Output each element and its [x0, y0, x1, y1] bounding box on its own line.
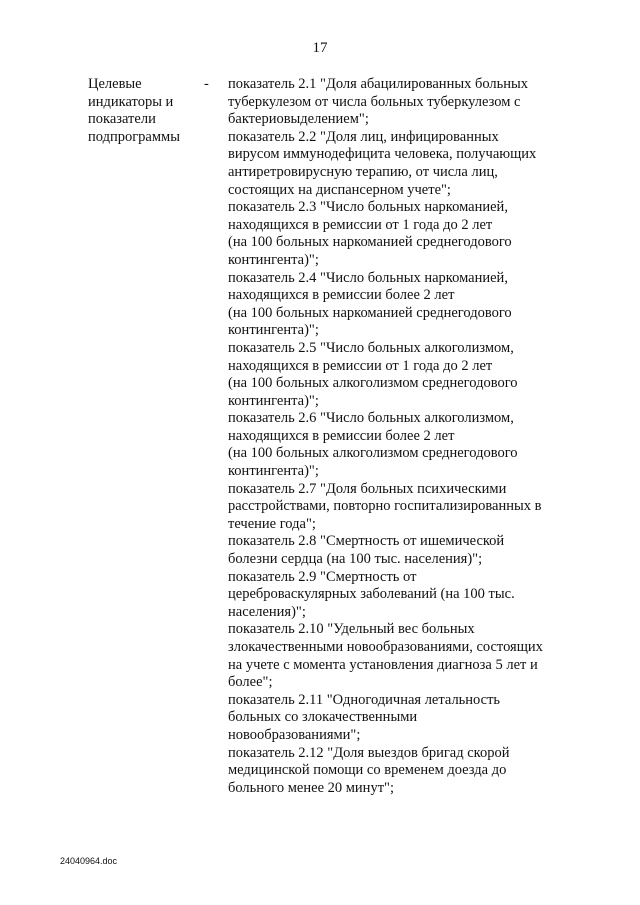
indicator-line: показатель 2.9 "Смертность от: [228, 568, 417, 585]
indicator-line: (на 100 больных наркоманией среднегодового: [228, 304, 512, 321]
indicator-item: [228, 533, 568, 568]
indicator-line: показатель 2.10 "Удельный вес больных: [228, 621, 475, 638]
indicator-line: показатель 2.3 "Число больных наркоманией,: [228, 199, 508, 216]
indicator-item: [228, 481, 568, 534]
indicator-line: показатель 2.7 "Доля больных психическими: [228, 480, 507, 497]
indicator-line: (на 100 больных алкоголизмом среднегодового: [228, 375, 518, 392]
section-label-line: Целевые: [88, 76, 142, 92]
indicator-line: расстройствами, повторно госпитализированных в: [228, 498, 542, 515]
indicator-line: контингента)";: [228, 463, 319, 480]
indicator-item: [228, 410, 568, 480]
indicator-line: больных со злокачественными: [228, 709, 418, 726]
indicator-line: новообразованиями";: [228, 726, 361, 743]
indicator-line: находящихся в ремиссии от 1 года до 2 лет: [228, 357, 493, 374]
indicator-list: [228, 76, 568, 797]
indicator-line: показатель 2.4 "Число больных наркоманией,: [228, 269, 508, 286]
indicator-item: [228, 692, 568, 745]
indicator-line: показатель 2.1 "Доля абацилированных больных: [228, 76, 528, 92]
indicator-item: [228, 76, 568, 129]
section-label-line: подпрограммы: [88, 128, 180, 145]
indicator-line: контингента)";: [228, 392, 319, 409]
indicator-line: показатель 2.5 "Число больных алкоголизмом,: [228, 339, 514, 356]
indicator-line: находящихся в ремиссии более 2 лет: [228, 287, 455, 304]
indicator-line: (на 100 больных наркоманией среднегодового: [228, 234, 512, 251]
indicator-line: показатель 2.12 "Доля выездов бригад скорой: [228, 744, 510, 761]
indicator-line: показатель 2.11 "Одногодичная летальность: [228, 691, 501, 708]
indicator-line: находящихся в ремиссии от 1 года до 2 лет: [228, 216, 493, 233]
indicator-line: (на 100 больных алкоголизмом среднегодового: [228, 445, 518, 462]
indicator-line: населения)";: [228, 603, 306, 620]
page-number: 17: [312, 40, 328, 56]
indicator-line: медицинской помощи со временем доезда до: [228, 762, 507, 779]
indicator-line: цереброваскулярных заболеваний (на 100 тыс.: [228, 586, 515, 603]
indicator-item: [228, 129, 568, 199]
section-label: [88, 76, 198, 146]
indicator-line: болезни сердца (на 100 тыс. населения)";: [228, 551, 483, 568]
dash-separator: -: [204, 76, 209, 92]
indicator-line: находящихся в ремиссии более 2 лет: [228, 427, 455, 444]
footer-filename: 24040964.doc: [60, 856, 118, 866]
indicator-line: состоящих на диспансерном учете";: [228, 181, 451, 198]
indicator-line: бактериовыделением";: [228, 111, 369, 128]
indicator-item: [228, 569, 568, 622]
indicator-line: контингента)";: [228, 251, 319, 268]
indicator-line: течение года";: [228, 515, 316, 532]
indicator-line: контингента)";: [228, 322, 319, 339]
indicator-line: антиретровирусную терапию, от числа лиц,: [228, 163, 498, 180]
indicator-line: показатель 2.8 "Смертность от ишемической: [228, 533, 505, 550]
indicator-line: вирусом иммунодефицита человека, получающих: [228, 146, 537, 163]
indicator-item: [228, 270, 568, 340]
section-label-line: показатели: [88, 111, 156, 128]
indicator-item: [228, 340, 568, 410]
indicator-item: [228, 199, 568, 269]
indicator-line: показатель 2.6 "Число больных алкоголизмом,: [228, 410, 514, 427]
indicator-line: туберкулезом от числа больных туберкулезом с: [228, 93, 521, 110]
indicator-line: больного менее 20 минут";: [228, 779, 394, 796]
indicator-line: на учете с момента установления диагноза 5 лет и: [228, 656, 538, 673]
indicator-line: более";: [228, 674, 273, 691]
indicator-line: показатель 2.2 "Доля лиц, инфицированных: [228, 128, 499, 145]
section-label-line: индикаторы и: [88, 93, 174, 110]
indicator-line: злокачественными новообразованиями, состоящих: [228, 639, 543, 655]
indicator-item: [228, 621, 568, 691]
indicator-item: [228, 745, 568, 798]
